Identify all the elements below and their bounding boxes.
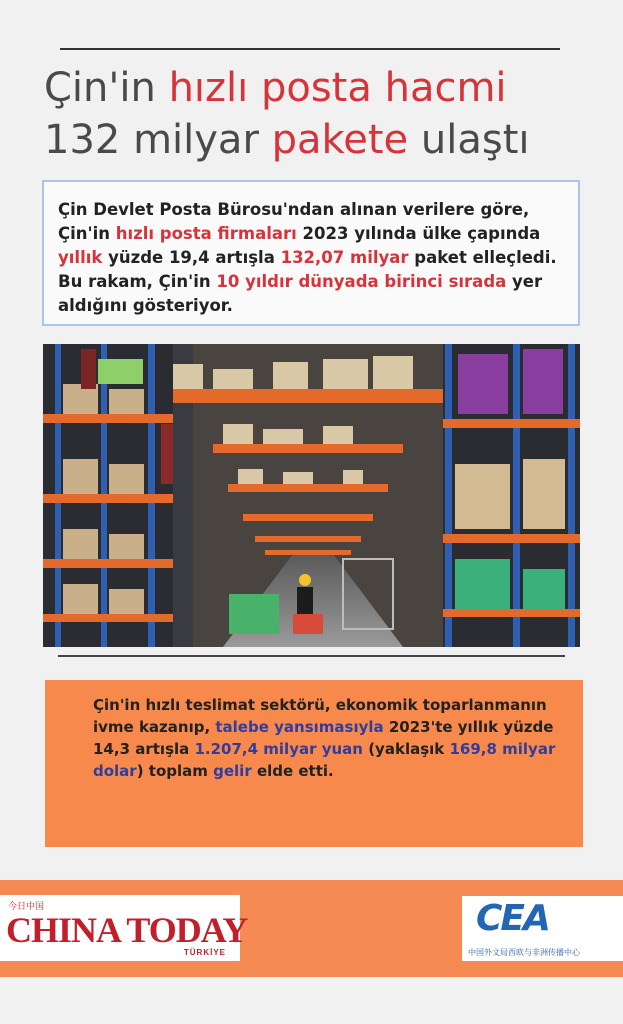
intro-highlight: 10 yıldır dünyada birinci sırada bbox=[216, 272, 507, 291]
revenue-text: ) toplam bbox=[136, 762, 214, 780]
mid-divider bbox=[58, 655, 565, 657]
title-text: Çin'in bbox=[44, 65, 169, 111]
intro-highlight: yıllık bbox=[58, 248, 103, 267]
cea-cn: 中国外文局西欧与非洲传播中心 bbox=[468, 948, 580, 957]
china-today-logo[interactable] bbox=[0, 895, 248, 961]
revenue-highlight: talebe yansımasıyla bbox=[215, 718, 384, 736]
intro-text: Çin Devlet Posta Bürosu'ndan alınan verilere göre, Çin'in bbox=[58, 200, 530, 243]
intro-text: yüzde 19,4 artışla bbox=[102, 248, 281, 267]
revenue-text: (yaklaşık bbox=[362, 740, 450, 758]
china-today-cn: 今日中国 bbox=[8, 901, 45, 911]
china-today-brand: CHINA TODAY bbox=[6, 910, 248, 950]
intro-highlight: 132,07 milyar bbox=[280, 248, 409, 267]
intro-box bbox=[42, 180, 580, 326]
warehouse-illustration bbox=[43, 344, 580, 647]
title-highlight: hızlı posta hacmi bbox=[168, 65, 507, 111]
intro-text: paket elleçledi. Bu rakam, Çin'in bbox=[58, 248, 557, 291]
revenue-text: Çin'in hızlı teslimat sektörü, ekonomik toparlanmanın ivme kazanıp, bbox=[93, 696, 547, 736]
warehouse-photo bbox=[43, 344, 580, 647]
intro-text: yer aldığını gösteriyor. bbox=[58, 272, 543, 315]
page-title bbox=[44, 62, 604, 166]
revenue-highlight: gelir bbox=[213, 762, 252, 780]
title-text: ulaştı bbox=[408, 117, 530, 163]
china-today-sub: TÜRKİYE bbox=[183, 948, 226, 957]
title-highlight: pakete bbox=[271, 117, 409, 163]
intro-text: 2023 yılında ülke çapında bbox=[296, 224, 541, 243]
title-text: 132 milyar bbox=[44, 117, 272, 163]
intro-highlight: hızlı posta firmaları bbox=[115, 224, 297, 243]
cea-brand: CEA bbox=[476, 898, 549, 939]
revenue-highlight: 169,8 milyar dolar bbox=[93, 740, 556, 780]
top-divider bbox=[60, 48, 560, 50]
revenue-highlight: 1.207,4 milyar yuan bbox=[194, 740, 363, 758]
cea-logo[interactable] bbox=[462, 896, 623, 961]
revenue-box bbox=[45, 680, 583, 847]
revenue-text: 2023'te yıllık yüzde 14,3 artışla bbox=[93, 718, 554, 758]
revenue-text: elde etti. bbox=[251, 762, 334, 780]
